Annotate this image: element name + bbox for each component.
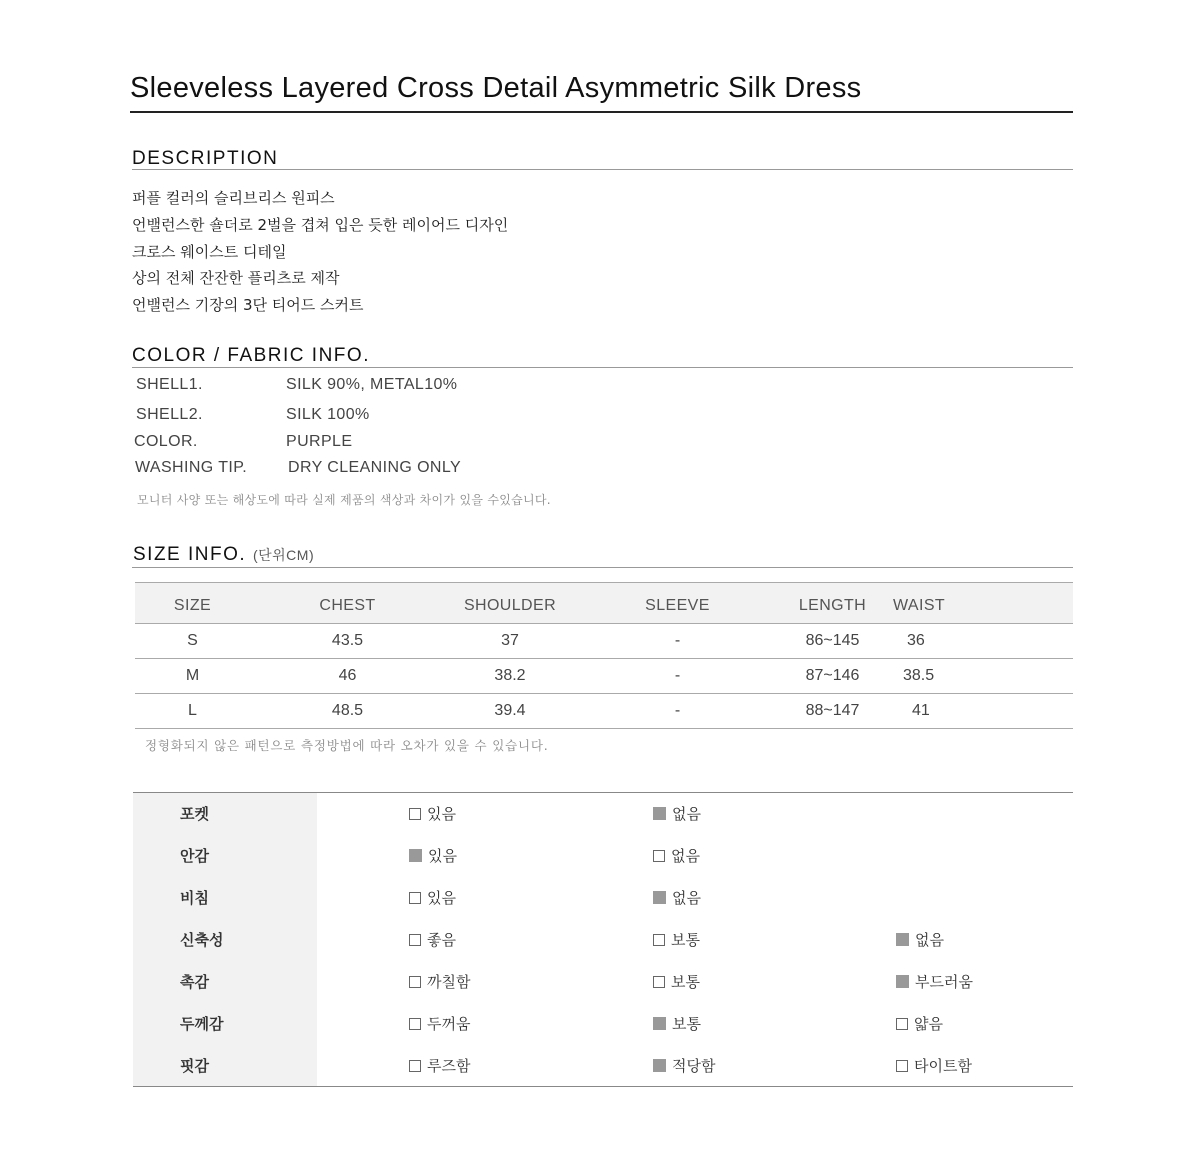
- feature-option-label: 까칠함: [427, 973, 471, 991]
- fabric-label-color: COLOR.: [134, 433, 198, 450]
- table-row: [135, 659, 1073, 694]
- column-header: SIZE: [135, 583, 250, 624]
- feature-row: [133, 835, 1073, 877]
- table-cell: L: [135, 694, 250, 729]
- feature-option-label: 두꺼움: [427, 1015, 471, 1033]
- feature-row: [133, 1045, 1073, 1087]
- table-cell: 46: [250, 659, 445, 694]
- table-cell: 38.5: [885, 659, 1073, 694]
- checked-box-icon[interactable]: [896, 933, 909, 946]
- feature-option[interactable]: [896, 919, 944, 961]
- size-heading: [133, 544, 314, 566]
- column-header: SHOULDER: [445, 583, 575, 624]
- feature-row: [133, 919, 1073, 961]
- feature-option[interactable]: [653, 961, 700, 1003]
- description-line: 언밸런스한 숄더로 2벌을 겹쳐 입은 듯한 레이어드 디자인: [132, 215, 509, 234]
- feature-option-label: 적당함: [672, 1057, 716, 1075]
- table-cell: 48.5: [250, 694, 445, 729]
- feature-option-label: 루즈함: [427, 1057, 471, 1075]
- feature-option[interactable]: [653, 1003, 701, 1045]
- empty-box-icon[interactable]: [653, 976, 665, 988]
- feature-option[interactable]: [653, 919, 700, 961]
- feature-label: 포켓: [180, 805, 209, 823]
- fabric-label-shell1: SHELL1.: [136, 376, 203, 393]
- table-cell: 88~147: [780, 694, 885, 729]
- checked-box-icon[interactable]: [653, 1059, 666, 1072]
- description-heading: DESCRIPTION: [132, 148, 279, 169]
- feature-option-label: 보통: [672, 1015, 701, 1033]
- size-unit: (단위CM): [252, 547, 315, 563]
- empty-box-icon[interactable]: [896, 1060, 908, 1072]
- feature-option-label: 부드러움: [915, 973, 973, 991]
- feature-option[interactable]: [896, 1045, 972, 1087]
- feature-row: [133, 877, 1073, 919]
- feature-label: 촉감: [180, 973, 209, 991]
- column-header: SLEEVE: [575, 583, 780, 624]
- feature-option-label: 없음: [671, 847, 700, 865]
- empty-box-icon[interactable]: [409, 934, 421, 946]
- table-cell: 41: [885, 694, 1073, 729]
- checked-box-icon[interactable]: [409, 849, 422, 862]
- feature-option[interactable]: [409, 877, 456, 919]
- size-divider: [132, 567, 1073, 568]
- features-table: [133, 792, 1073, 1087]
- feature-option-label: 없음: [915, 931, 944, 949]
- feature-option[interactable]: [653, 793, 701, 835]
- feature-label: 신축성: [180, 931, 224, 949]
- feature-option[interactable]: [653, 835, 700, 877]
- feature-option-label: 보통: [671, 931, 700, 949]
- feature-option-label: 없음: [672, 889, 701, 907]
- table-cell: 36: [885, 624, 1073, 659]
- table-cell: 37: [445, 624, 575, 659]
- table-cell: 86~145: [780, 624, 885, 659]
- empty-box-icon[interactable]: [409, 1060, 421, 1072]
- table-row: [135, 694, 1073, 729]
- size-table-header: [135, 583, 1073, 624]
- description-line: 상의 전체 잔잔한 플리츠로 제작: [132, 269, 340, 288]
- feature-label: 핏감: [180, 1057, 209, 1075]
- table-cell: 39.4: [445, 694, 575, 729]
- feature-option[interactable]: [409, 793, 456, 835]
- fabric-value-shell2: SILK 100%: [286, 406, 370, 423]
- size-table: [135, 582, 1073, 729]
- table-row: [135, 624, 1073, 659]
- feature-option[interactable]: [896, 1003, 943, 1045]
- color-disclaimer: 모니터 사양 또는 해상도에 따라 실제 제품의 색상과 차이가 있을 수있습니다.: [137, 493, 551, 507]
- checked-box-icon[interactable]: [653, 807, 666, 820]
- feature-label: 두께감: [180, 1015, 224, 1033]
- table-cell: -: [575, 694, 780, 729]
- fabric-value-washing: DRY CLEANING ONLY: [288, 459, 462, 476]
- feature-option[interactable]: [409, 919, 456, 961]
- fabric-value-color: PURPLE: [286, 433, 353, 450]
- feature-option[interactable]: [896, 961, 973, 1003]
- table-cell: 38.2: [445, 659, 575, 694]
- feature-label: 안감: [180, 847, 209, 865]
- feature-option-label: 있음: [428, 847, 457, 865]
- column-header: LENGTH: [780, 583, 885, 624]
- feature-option[interactable]: [409, 835, 457, 877]
- empty-box-icon[interactable]: [896, 1018, 908, 1030]
- feature-label: 비침: [180, 889, 209, 907]
- fabric-heading: COLOR / FABRIC INFO.: [132, 345, 370, 366]
- description-list: [132, 185, 508, 319]
- feature-option-label: 있음: [427, 889, 456, 907]
- column-header: CHEST: [250, 583, 445, 624]
- table-cell: 87~146: [780, 659, 885, 694]
- title-divider: [130, 111, 1073, 113]
- fabric-divider: [132, 367, 1073, 368]
- feature-option-label: 없음: [672, 805, 701, 823]
- description-line: 언밸런스 기장의 3단 티어드 스커트: [132, 296, 364, 315]
- fabric-value-shell1: SILK 90%, METAL10%: [286, 376, 458, 393]
- product-title: Sleeveless Layered Cross Detail Asymmetric Silk Dress: [130, 72, 862, 104]
- fabric-label-shell2: SHELL2.: [136, 406, 203, 423]
- empty-box-icon[interactable]: [409, 976, 421, 988]
- feature-option[interactable]: [409, 961, 470, 1003]
- size-heading-text: SIZE INFO.: [133, 544, 247, 565]
- feature-option[interactable]: [653, 877, 701, 919]
- feature-option-label: 보통: [671, 973, 700, 991]
- table-cell: -: [575, 624, 780, 659]
- empty-box-icon[interactable]: [409, 892, 421, 904]
- feature-option-label: 얇음: [914, 1015, 943, 1033]
- table-cell: S: [135, 624, 250, 659]
- checked-box-icon[interactable]: [653, 1017, 666, 1030]
- empty-box-icon[interactable]: [409, 1018, 421, 1030]
- empty-box-icon[interactable]: [653, 934, 665, 946]
- measurement-disclaimer: 정형화되지 않은 패턴으로 측정방법에 따라 오차가 있을 수 있습니다.: [145, 738, 549, 753]
- feature-option-label: 타이트함: [914, 1057, 972, 1075]
- table-cell: -: [575, 659, 780, 694]
- empty-box-icon[interactable]: [409, 808, 421, 820]
- empty-box-icon[interactable]: [653, 850, 665, 862]
- feature-row: [133, 961, 1073, 1003]
- description-line: 크로스 웨이스트 디테일: [132, 242, 287, 261]
- feature-option-label: 좋음: [427, 931, 456, 949]
- checked-box-icon[interactable]: [653, 891, 666, 904]
- feature-option[interactable]: [653, 1045, 715, 1087]
- feature-option[interactable]: [409, 1045, 470, 1087]
- description-line: 퍼플 컬러의 슬리브리스 원피스: [132, 189, 335, 207]
- feature-row: [133, 1003, 1073, 1045]
- checked-box-icon[interactable]: [896, 975, 909, 988]
- table-cell: 43.5: [250, 624, 445, 659]
- column-header: WAIST: [885, 583, 1073, 624]
- description-divider: [132, 169, 1073, 170]
- feature-row: [133, 793, 1073, 835]
- feature-option-label: 있음: [427, 805, 456, 823]
- fabric-label-washing: WASHING TIP.: [135, 459, 248, 476]
- feature-option[interactable]: [409, 1003, 470, 1045]
- table-cell: M: [135, 659, 250, 694]
